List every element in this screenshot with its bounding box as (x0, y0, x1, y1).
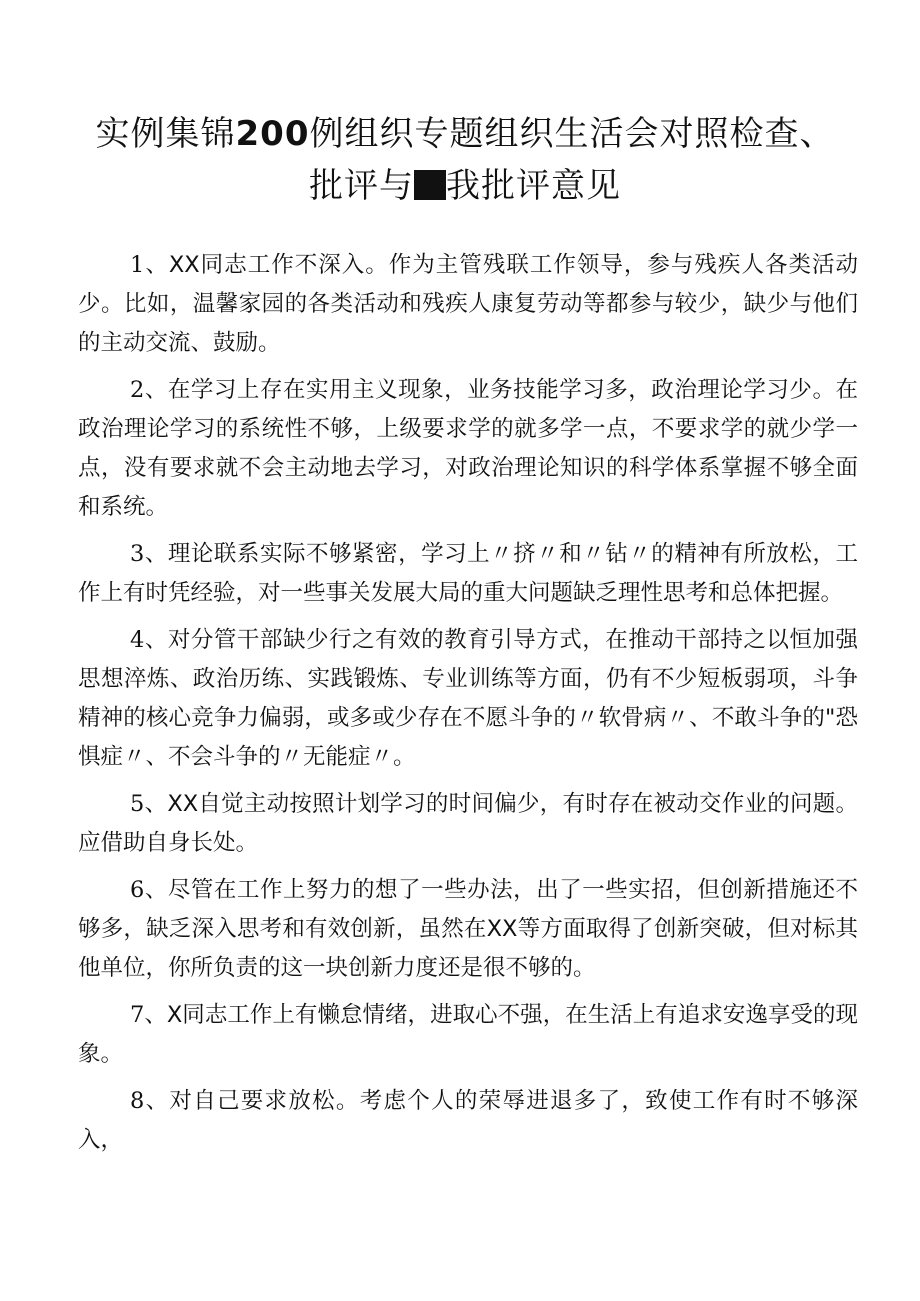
list-item (78, 535, 858, 613)
item-lead: 对分管干部缺少行之有效的教育引导方式，在推动干部持之以恒加强思想淬炼、政治历练、实践锻炼、专业训练等方面，仍有不少短板弱项，斗争精神的核心竞争力偏弱，或多或少存在不愿斗争的〃软骨病〃、不敢斗争的"恐惧症〃、不会斗争的〃无能症〃。 (78, 627, 858, 770)
item-rest: 应借助自身长处。 (78, 830, 259, 856)
title-part1: 实例集锦 (95, 114, 236, 154)
item-number: 4、 (130, 627, 168, 653)
list-item (78, 996, 858, 1074)
item-lead: 对自己要求放松。 (169, 1088, 360, 1114)
item-lead: X同志工作上有懒怠情绪，进取心不强，在生活上有追求安逸享受的现象。 (78, 1002, 858, 1067)
item-rest: 习少。在政治理论学习的系统性不够，上级要求学的就多学一点，不要求学的就少学一点，没有要求就不会主动地去学习，对政治理论知识的科学体系掌握不够全面和系统。 (78, 377, 858, 520)
title-number: 200 (235, 114, 310, 154)
list-item (78, 785, 858, 863)
title-part2: 例组织专题组织生活会对照检查、批评与 (309, 114, 835, 206)
item-rest: 作为主管残联工作领导，参与残疾人各类活动少。比如，温馨家园的各类活动和残疾人康复劳动等都参与较少，缺少与他们的主动交流、鼓励。 (78, 252, 858, 356)
list-item (78, 871, 858, 988)
item-number: 3、 (130, 541, 168, 567)
redaction-block (414, 170, 446, 200)
item-number: 5、 (130, 791, 168, 817)
title-part3: 我批评意见 (446, 166, 621, 206)
item-number: 2、 (130, 377, 168, 403)
list-item (78, 1082, 858, 1160)
item-rest: 考虑个人的荣辱进退多了，致使工作有时不够深入， (78, 1088, 858, 1153)
item-lead: XX自觉主动按照计划学习的时间偏少，有时存在被动交作业的问题。 (167, 791, 858, 817)
item-number: 6、 (130, 877, 168, 903)
item-number: 8、 (130, 1088, 170, 1114)
item-lead: 理论联系实际不够紧密，学习上〃挤〃和〃钻〃的精神有所放松，工作上有时凭经验，对一些事关发展大局的重大问题缺乏理性思考和总体把握。 (78, 541, 858, 606)
document-body (78, 246, 858, 1168)
item-lead: 在学习上存在实用主义现象，业务技能学习多，政治理论学 (167, 377, 767, 403)
item-lead: XX同志工作不深入。 (168, 252, 389, 278)
list-item (78, 246, 858, 363)
document-title (80, 108, 850, 212)
item-lead: 尽管在工作上努力的想了一些办法，出了一些实招，但创新措施还不够多，缺乏深入思考和有效创新，虽然在XX等方面取得了创新突破，但对标其他单位，你所负责的这一块创新力度还是很不够的。 (78, 877, 858, 981)
list-item (78, 621, 858, 777)
item-number: 7、 (130, 1002, 167, 1028)
list-item (78, 371, 858, 527)
item-number: 1、 (130, 252, 169, 278)
